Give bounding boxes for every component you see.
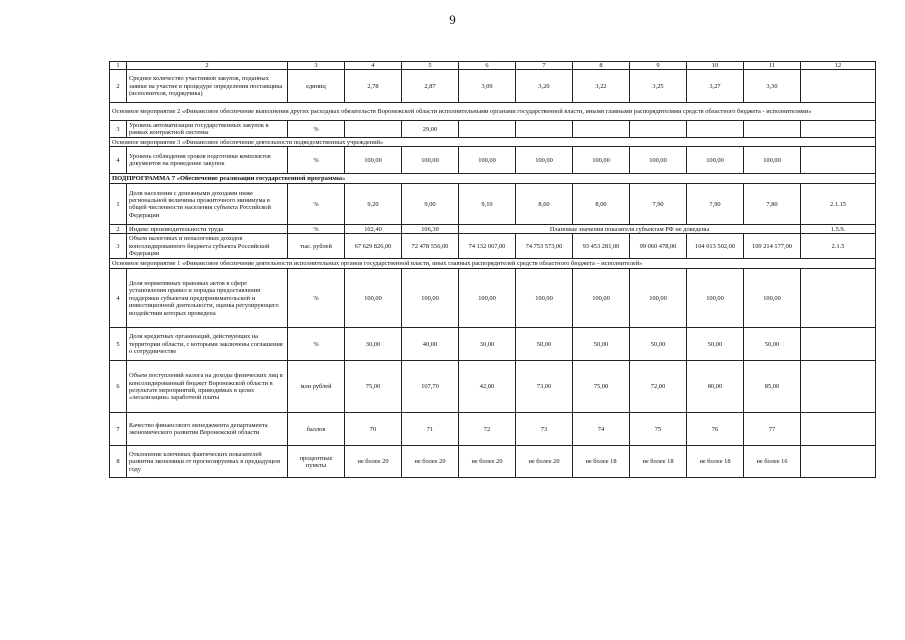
table-row [110, 225, 876, 234]
table-cell: 8 [573, 62, 630, 70]
table-cell [801, 269, 876, 328]
table-cell: 2 [110, 70, 127, 103]
page-number: 9 [449, 12, 456, 27]
table-cell: не более 18 [687, 446, 744, 478]
table-row [110, 174, 876, 184]
table-cell: баллов [288, 413, 345, 446]
table-cell: 3,25 [630, 70, 687, 103]
table-cell: 11 [744, 62, 801, 70]
table-row [110, 446, 876, 478]
table-cell: Отклонение ключевых фактических показателей развития экономики от прогнозируемых в предыдущем году [127, 446, 288, 478]
table-cell: 74 [573, 413, 630, 446]
table-cell: ПОДПРОГРАММА 7 «Обеспечение реализации государственной программы» [110, 174, 876, 184]
table-cell: 9 [630, 62, 687, 70]
table-cell: 2 [127, 62, 288, 70]
table-cell: 73,00 [516, 361, 573, 413]
table-cell: 4 [345, 62, 402, 70]
table-cell: 7,80 [744, 184, 801, 225]
indicators-table [109, 61, 876, 478]
table-cell: 106,30 [402, 225, 459, 234]
table-cell: 80,00 [687, 361, 744, 413]
table-cell [801, 328, 876, 361]
table-cell [459, 121, 516, 138]
table-cell: Качество финансового менеджмента департамента экономического развития Воронежской области [127, 413, 288, 446]
table-cell: млн рублей [288, 361, 345, 413]
table-row [110, 138, 876, 147]
table-cell [801, 446, 876, 478]
table-cell: не более 16 [744, 446, 801, 478]
table-cell: Основное мероприятие 1 «Финансовое обеспечение деятельности исполнительных органов государственной власти, иных главных распорядителей средств областного бюджета – исполнителей» [110, 259, 876, 269]
table-cell: 12 [801, 62, 876, 70]
table-cell: 40,00 [402, 328, 459, 361]
table-cell: 1 [110, 184, 127, 225]
table-cell: 100,00 [402, 147, 459, 174]
table-cell: 10 [687, 62, 744, 70]
table-cell: 77 [744, 413, 801, 446]
table-cell: Объем налоговых и неналоговых доходов консолидированного бюджета субъекта Российской Федерации [127, 234, 288, 259]
table-cell: 75 [630, 413, 687, 446]
table-cell: 29,00 [402, 121, 459, 138]
table-cell [345, 121, 402, 138]
table-cell: Доля нормативных правовых актов в сфере установления правил и порядка предоставления поддержки субъектам предпринимательской и инвестиционной деятельности, оценка регулирующего воздействия которых проведена [127, 269, 288, 328]
table-cell: Доля кредитных организаций, действующих на территории области, с которыми заключены соглашения о сотрудничестве [127, 328, 288, 361]
table-cell: 107,70 [402, 361, 459, 413]
table-cell: 72 [459, 413, 516, 446]
table-cell: Уровень соблюдения сроков подготовки комплектов документов на проведение закупок [127, 147, 288, 174]
table-cell: 3,09 [459, 70, 516, 103]
table-cell: 3 [110, 121, 127, 138]
table-cell [516, 121, 573, 138]
table-cell: 7,90 [687, 184, 744, 225]
table-cell [801, 121, 876, 138]
table-row [110, 269, 876, 328]
table-cell: Плановые значения показателя субъектам РФ не доведены [459, 225, 801, 234]
table-cell: 109 214 177,00 [744, 234, 801, 259]
table-cell: 85,00 [744, 361, 801, 413]
table-cell: 50,00 [516, 328, 573, 361]
table-cell: 72 478 556,00 [402, 234, 459, 259]
table-cell: 42,00 [459, 361, 516, 413]
table-cell: 9,00 [402, 184, 459, 225]
table-cell: не более 20 [345, 446, 402, 478]
table-cell: % [288, 147, 345, 174]
table-cell: 3 [288, 62, 345, 70]
table-cell: % [288, 328, 345, 361]
table-cell: 4 [110, 269, 127, 328]
table-row [110, 328, 876, 361]
table-row [110, 259, 876, 269]
table-cell: 7 [110, 413, 127, 446]
table-row [110, 184, 876, 225]
table-cell: % [288, 121, 345, 138]
table-cell: 3,22 [573, 70, 630, 103]
table-cell: 30,00 [459, 328, 516, 361]
table-cell: 6 [459, 62, 516, 70]
table-cell: 72,00 [630, 361, 687, 413]
table-cell: 76 [687, 413, 744, 446]
table-cell: не более 20 [516, 446, 573, 478]
table-cell: 100,00 [630, 147, 687, 174]
table-row [110, 121, 876, 138]
table-cell [801, 361, 876, 413]
table-row [110, 147, 876, 174]
table-cell: Уровень автоматизации государственных закупок в рамках контрактной системы [127, 121, 288, 138]
table-cell: % [288, 184, 345, 225]
table-cell: 104 013 502,00 [687, 234, 744, 259]
table-cell: 100,00 [345, 269, 402, 328]
table-cell: процентные пункты [288, 446, 345, 478]
table-cell: 100,00 [402, 269, 459, 328]
table-cell: 100,00 [573, 269, 630, 328]
table-cell: Объем поступлений налога на доходы физических лиц в консолидированный бюджет Воронежской области в результате мероприятий, приводимых в целях «легализации» заработной платы [127, 361, 288, 413]
table-row [110, 413, 876, 446]
table-cell: 3,20 [516, 70, 573, 103]
table-cell: 50,00 [744, 328, 801, 361]
table-cell: 50,00 [687, 328, 744, 361]
table-cell: 100,00 [573, 147, 630, 174]
table-cell: 7 [516, 62, 573, 70]
table-cell: 74 753 573,00 [516, 234, 573, 259]
table-cell: 2,78 [345, 70, 402, 103]
table-cell: 2,87 [402, 70, 459, 103]
table-cell: 100,00 [459, 147, 516, 174]
table-cell: 70 [345, 413, 402, 446]
table-cell: 5 [110, 328, 127, 361]
table-cell: Доля населения с денежными доходами ниже региональной величины прожиточного минимума в общей численности населения субъекта Российской Федерации [127, 184, 288, 225]
table-cell: 2 [110, 225, 127, 234]
table-row [110, 103, 876, 121]
table-cell: Основное мероприятие 3 «Финансовое обеспечение деятельности подведомственных учреждений» [110, 138, 876, 147]
table-cell: 71 [402, 413, 459, 446]
table-cell: 3 [110, 234, 127, 259]
table-cell: Индекс производительности труда [127, 225, 288, 234]
table-cell: 100,00 [345, 147, 402, 174]
table-cell: 73 [516, 413, 573, 446]
table-cell [801, 70, 876, 103]
table-cell: 67 629 826,00 [345, 234, 402, 259]
table-cell: 3,27 [687, 70, 744, 103]
table-cell: 100,00 [630, 269, 687, 328]
table-cell: 8,60 [516, 184, 573, 225]
table-cell: не более 20 [402, 446, 459, 478]
table-cell: не более 18 [630, 446, 687, 478]
table-cell: 75,00 [573, 361, 630, 413]
table-cell: 93 453 281,00 [573, 234, 630, 259]
table-cell: 50,00 [573, 328, 630, 361]
table-row [110, 234, 876, 259]
table-row [110, 361, 876, 413]
table-cell: 100,00 [516, 269, 573, 328]
table-cell: 75,00 [345, 361, 402, 413]
table-cell: 7,90 [630, 184, 687, 225]
table-cell: % [288, 269, 345, 328]
table-cell: 100,00 [744, 269, 801, 328]
table-cell: 100,00 [687, 147, 744, 174]
table-cell: 74 132 067,00 [459, 234, 516, 259]
table-cell: 1 [110, 62, 127, 70]
table-cell: 2.1.15 [801, 184, 876, 225]
table-cell [744, 121, 801, 138]
table-header-row [110, 62, 876, 70]
table-cell: 100,00 [687, 269, 744, 328]
table-cell [801, 147, 876, 174]
table-cell [801, 413, 876, 446]
table-cell: 30,00 [345, 328, 402, 361]
table-cell: 50,00 [630, 328, 687, 361]
table-cell: 99 060 478,00 [630, 234, 687, 259]
table-cell: не более 20 [459, 446, 516, 478]
table-cell [630, 121, 687, 138]
table-cell [687, 121, 744, 138]
table-cell: 102,40 [345, 225, 402, 234]
table-cell: 3,30 [744, 70, 801, 103]
table-cell: не более 18 [573, 446, 630, 478]
table-cell: 6 [110, 361, 127, 413]
table-cell: 9,10 [459, 184, 516, 225]
table-row [110, 70, 876, 103]
table-cell: 4 [110, 147, 127, 174]
table-cell: 100,00 [459, 269, 516, 328]
table-cell: 8,00 [573, 184, 630, 225]
table-cell [573, 121, 630, 138]
table-cell: 1.5.9. [801, 225, 876, 234]
table-cell: Основное мероприятие 2 «Финансовое обеспечение выполнения других расходных обязательств Воронежской области исполнительными органами государственной власти, иными главными распорядителями средств областного бюджета - исполнителями» [110, 103, 876, 121]
table-cell: единиц [288, 70, 345, 103]
table-cell: % [288, 225, 345, 234]
table-cell: Среднее количество участников закупок, поданных заявки на участие в процедуре определения поставщика (исполнителя, подрядчика) [127, 70, 288, 103]
table-cell: 9,20 [345, 184, 402, 225]
table-cell: 100,00 [516, 147, 573, 174]
table-cell: тыс. рублей [288, 234, 345, 259]
table-cell: 100,00 [744, 147, 801, 174]
table-cell: 8 [110, 446, 127, 478]
table-cell: 5 [402, 62, 459, 70]
table-cell: 2.1.5 [801, 234, 876, 259]
